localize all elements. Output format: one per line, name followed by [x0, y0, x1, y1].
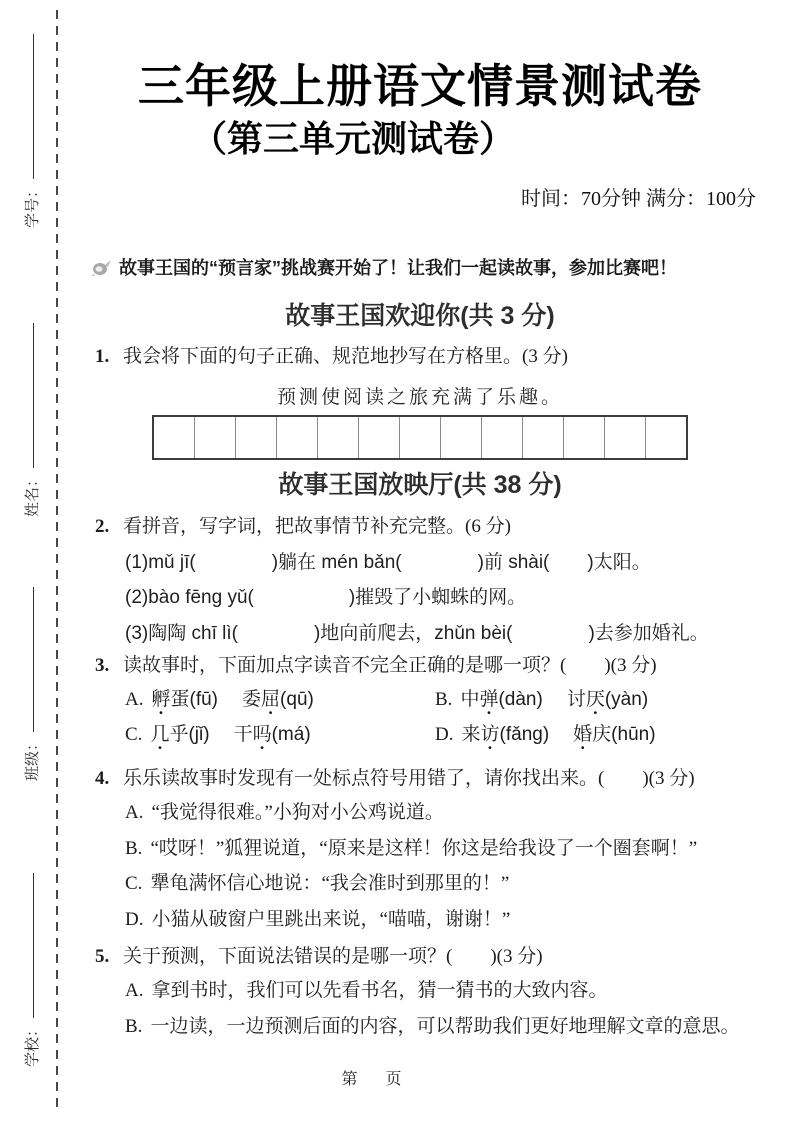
grid-cell [645, 417, 686, 458]
grid-cell [481, 417, 522, 458]
q4-option-a [70, 800, 770, 827]
option-word [567, 687, 648, 713]
word-post: 蛋(fū) [170, 689, 219, 711]
q4-option-c [70, 871, 770, 898]
q3-option-b [435, 687, 672, 713]
word-post: (fǎng) [499, 723, 550, 745]
q5-option-a [70, 978, 770, 1005]
grid-cell [358, 417, 399, 458]
section-2-title: 故事王国放映厅(共 38 分) [278, 471, 562, 500]
option-text: 一边读，一边预测后面的内容，可以帮助我们更好地理解文章的意思。 [150, 1015, 740, 1037]
word-post: 乎(jǐ) [169, 723, 210, 745]
word-pre: 委 [242, 689, 262, 711]
grid-cell [194, 417, 235, 458]
question-2-item-3: (3)陶陶 chī lì( )地向前爬去，zhǔn bèi( )去参加婚礼。 [125, 623, 709, 645]
word-pre: 干 [233, 723, 253, 745]
word-post: (qū) [280, 689, 314, 711]
question-1 [70, 344, 770, 370]
option-text: “哎呀！”狐狸说道，“原来是这样！你这是给我设了一个圈套啊！” [150, 837, 698, 859]
test-paper [70, 0, 770, 1040]
option-label: D. [435, 723, 454, 745]
grid-cell [563, 417, 604, 458]
ink-splash-icon [90, 259, 112, 283]
question-5 [70, 944, 770, 970]
margin-dashed-divider [56, 10, 58, 1108]
option-word [460, 687, 542, 713]
dotted-char: 吗 [252, 723, 272, 745]
school-blank-line [32, 873, 34, 1018]
question-2-item-1: (1)mǔ jī( )躺在 mén bǎn( )前 shài( )太阳。 [125, 551, 651, 573]
name-field [21, 323, 42, 517]
question-1-number: 1. [95, 346, 110, 368]
page-title: 三年级上册语文情景测试卷 [138, 60, 702, 112]
question-5-number: 5. [95, 945, 110, 967]
option-label: A. [125, 802, 144, 824]
q3-option-c [125, 722, 435, 748]
dotted-char: 婚 [573, 723, 593, 745]
question-4-number: 4. [95, 767, 110, 789]
word-post: (yàn) [604, 689, 649, 711]
exam-meta: 时间：70分钟 满分：100分 [521, 188, 756, 211]
question-2-number: 2. [95, 516, 110, 538]
intro-row [70, 257, 770, 283]
student-id-field-label: 学号： [23, 182, 41, 228]
word-pre: 中 [460, 689, 480, 711]
option-word [151, 687, 218, 713]
option-text: 犟龟满怀信心地说：“我会准时到那里的！” [150, 873, 510, 895]
student-id-field [21, 34, 42, 228]
question-3-number: 3. [95, 654, 110, 676]
question-3-options-row-2 [70, 722, 770, 748]
question-3-stem: 读故事时，下面加点字读音不完全正确的是哪一项？( )(3 分) [123, 654, 657, 676]
word-post: (má) [271, 723, 311, 745]
question-3 [70, 653, 770, 679]
dotted-char: 几 [150, 723, 170, 745]
option-label: C. [125, 873, 143, 895]
grid-cell [276, 417, 317, 458]
footer-page-label: 第 页 [341, 1071, 408, 1088]
q3-option-a [125, 687, 435, 713]
school-field-label: 学校： [23, 1021, 41, 1067]
copy-grid [152, 415, 688, 460]
question-5-stem: 关于预测，下面说法错误的是哪一项？( )(3 分) [123, 945, 543, 967]
grid-cell [317, 417, 358, 458]
q3-option-d [435, 722, 680, 748]
page-subtitle: （第三单元测试卷） [190, 117, 515, 159]
school-field [21, 873, 42, 1067]
question-1-stem: 我会将下面的句子正确、规范地抄写在方格里。(3 分) [123, 346, 568, 368]
option-text: 小猫从破窗户里跳出来说，“喵喵，谢谢！” [151, 909, 511, 931]
dotted-char: 访 [480, 723, 500, 745]
word-pre: 来 [461, 723, 481, 745]
side-column [6, 0, 56, 1122]
grid-cell [235, 417, 276, 458]
question-2-stem: 看拼音，写字词，把故事情节补充完整。(6 分) [123, 516, 511, 538]
question-2-item-2: (2)bào fēng yǔ( )摧毁了小蜘蛛的网。 [125, 587, 527, 609]
word-pre: 讨 [566, 689, 586, 711]
grid-cell [522, 417, 563, 458]
option-label: B. [125, 837, 143, 859]
option-label: A. [125, 689, 144, 711]
grid-cell [604, 417, 645, 458]
dotted-char: 孵 [151, 689, 171, 711]
grid-cell [440, 417, 481, 458]
option-word [242, 687, 314, 713]
option-text: 拿到书时，我们可以先看书名，猜一猜书的大致内容。 [151, 980, 608, 1002]
q4-option-b [70, 836, 770, 863]
question-2 [70, 514, 770, 540]
option-text: “我觉得很难。”小狗对小公鸡说道。 [151, 802, 444, 824]
grid-cell [154, 417, 194, 458]
q5-option-b [70, 1014, 770, 1041]
option-word [573, 722, 655, 748]
grid-cell [399, 417, 440, 458]
option-word [150, 722, 209, 748]
intro-text: 故事王国的“预言家”挑战赛开始了！让我们一起读故事，参加比赛吧！ [119, 258, 677, 279]
name-field-label: 姓名： [23, 471, 41, 517]
option-label: C. [125, 723, 143, 745]
option-label: B. [125, 1015, 143, 1037]
question-3-options-row-1 [70, 687, 770, 713]
dotted-char: 厌 [585, 689, 605, 711]
class-blank-line [32, 587, 34, 732]
word-post: 庆(hūn) [592, 723, 656, 745]
question-4-stem: 乐乐读故事时发现有一处标点符号用错了，请你找出来。( )(3 分) [123, 767, 695, 789]
option-label: D. [125, 909, 144, 931]
class-field-label: 班级： [23, 735, 41, 781]
option-label: A. [125, 980, 144, 1002]
q4-option-d [70, 907, 770, 934]
option-word [461, 722, 549, 748]
option-label: B. [435, 689, 453, 711]
question-4 [70, 766, 770, 792]
name-blank-line [32, 323, 34, 468]
student-id-blank-line [32, 34, 34, 179]
option-word [234, 722, 311, 748]
dotted-char: 屈 [261, 689, 281, 711]
copy-sentence: 预测使阅读之旅充满了乐趣。 [276, 387, 563, 409]
section-1-title: 故事王国欢迎你(共 3 分) [285, 302, 555, 331]
dotted-char: 弹 [479, 689, 499, 711]
word-post: (dàn) [498, 689, 543, 711]
class-field [21, 587, 42, 781]
